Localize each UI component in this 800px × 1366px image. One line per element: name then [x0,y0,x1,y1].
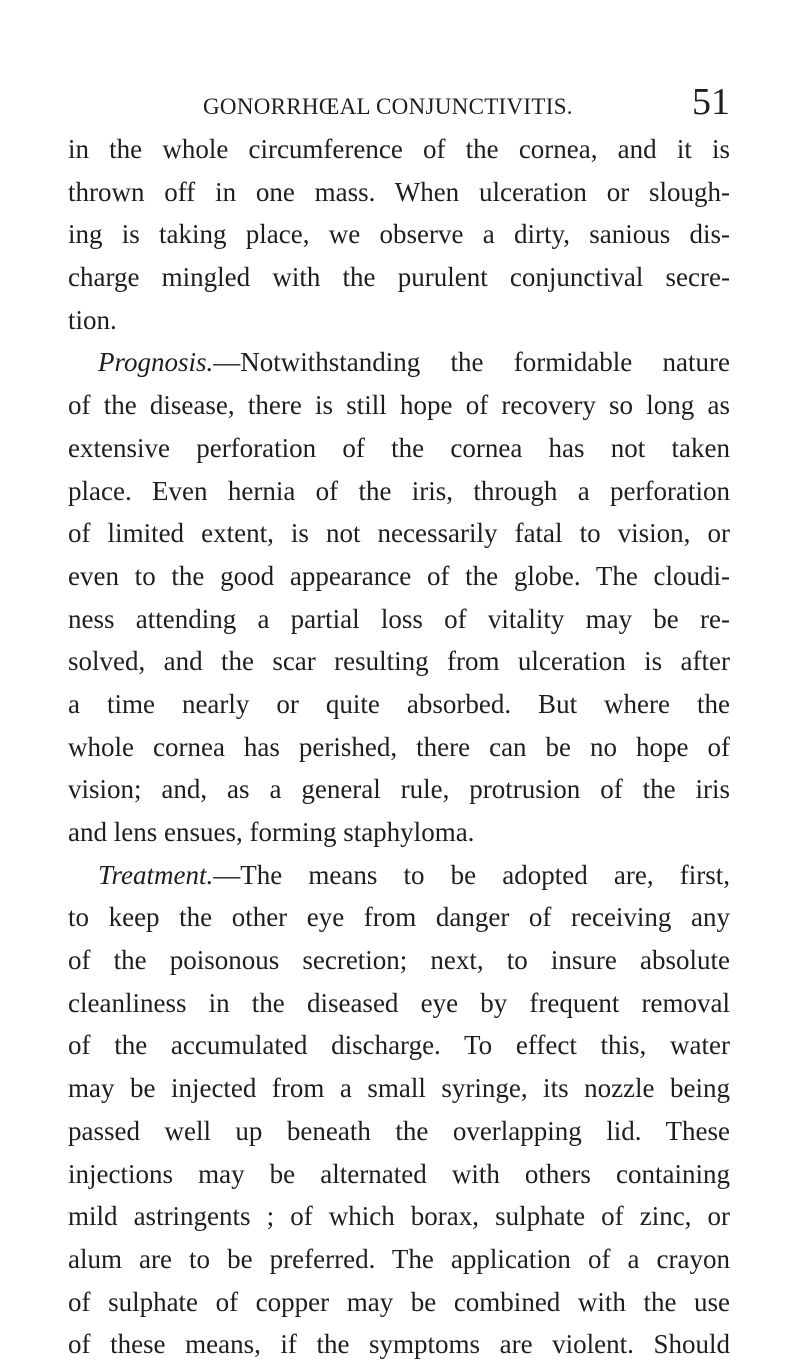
text-line: of these means, if the symptoms are violent. Should [68,1329,730,1360]
text-line: even to the good appearance of the globe. The cloudi- [68,560,730,591]
text-line: vision; and, as a general rule, protrusion of the iris [68,774,730,805]
text-line: in the whole circumference of the cornea, and it is [68,134,730,164]
text-line: tion. [68,304,117,335]
text-line: injections may be alternated with others containing [68,1158,730,1189]
text-line: place. Even hernia of the iris, through a perforation [68,475,730,506]
text-line: to keep the other eye from danger of receiving any [68,902,730,933]
text-line: cleanliness in the diseased eye by frequent removal [68,987,730,1018]
text-line: charge mingled with the purulent conjunctival secre- [68,262,730,293]
text-line: of limited extent, is not necessarily fatal to vision, or [68,518,730,549]
text-line: may be injected from a small syringe, its nozzle being [68,1073,730,1104]
text-line: a time nearly or quite absorbed. But where the [68,688,730,719]
prognosis-line-text: —Notwithstanding the formidable nature [213,347,730,378]
text-line: whole cornea has perished, there can be no hope of [68,731,730,762]
treatment-line-text: —The means to be adopted are, first, [213,859,730,890]
text-line: of the disease, there is still hope of recovery so long as [68,390,730,421]
text-line: of sulphate of copper may be combined with the use [68,1286,730,1317]
treatment-paragraph-start [68,854,730,897]
text-line: of the poisonous secretion; next, to insure absolute [68,945,730,976]
text-line: alum are to be preferred. The application of a crayon [68,1243,730,1274]
running-title: GONORRHŒAL CONJUNCTIVITIS. [203,94,573,119]
text-line: ness attending a partial loss of vitality may be re- [68,603,730,634]
treatment-heading: Treatment. [98,859,214,890]
running-head [68,81,730,126]
page-number: 51 [692,81,730,123]
text-line: of the accumulated discharge. To effect this, water [68,1030,730,1061]
text-line: thrown off in one mass. When ulceration or slough- [68,176,730,207]
prognosis-paragraph-start [68,341,730,384]
text-line: mild astringents ; of which borax, sulphate of zinc, or [68,1201,730,1232]
text-line: and lens ensues, forming staphyloma. [68,817,475,847]
text-line: solved, and the scar resulting from ulceration is after [68,646,730,677]
body-text [68,128,730,1366]
prognosis-heading: Prognosis. [98,347,214,378]
text-line: ing is taking place, we observe a dirty, sanious dis- [68,219,730,250]
text-line: passed well up beneath the overlapping lid. These [68,1115,730,1146]
text-line: extensive perforation of the cornea has not taken [68,432,730,463]
